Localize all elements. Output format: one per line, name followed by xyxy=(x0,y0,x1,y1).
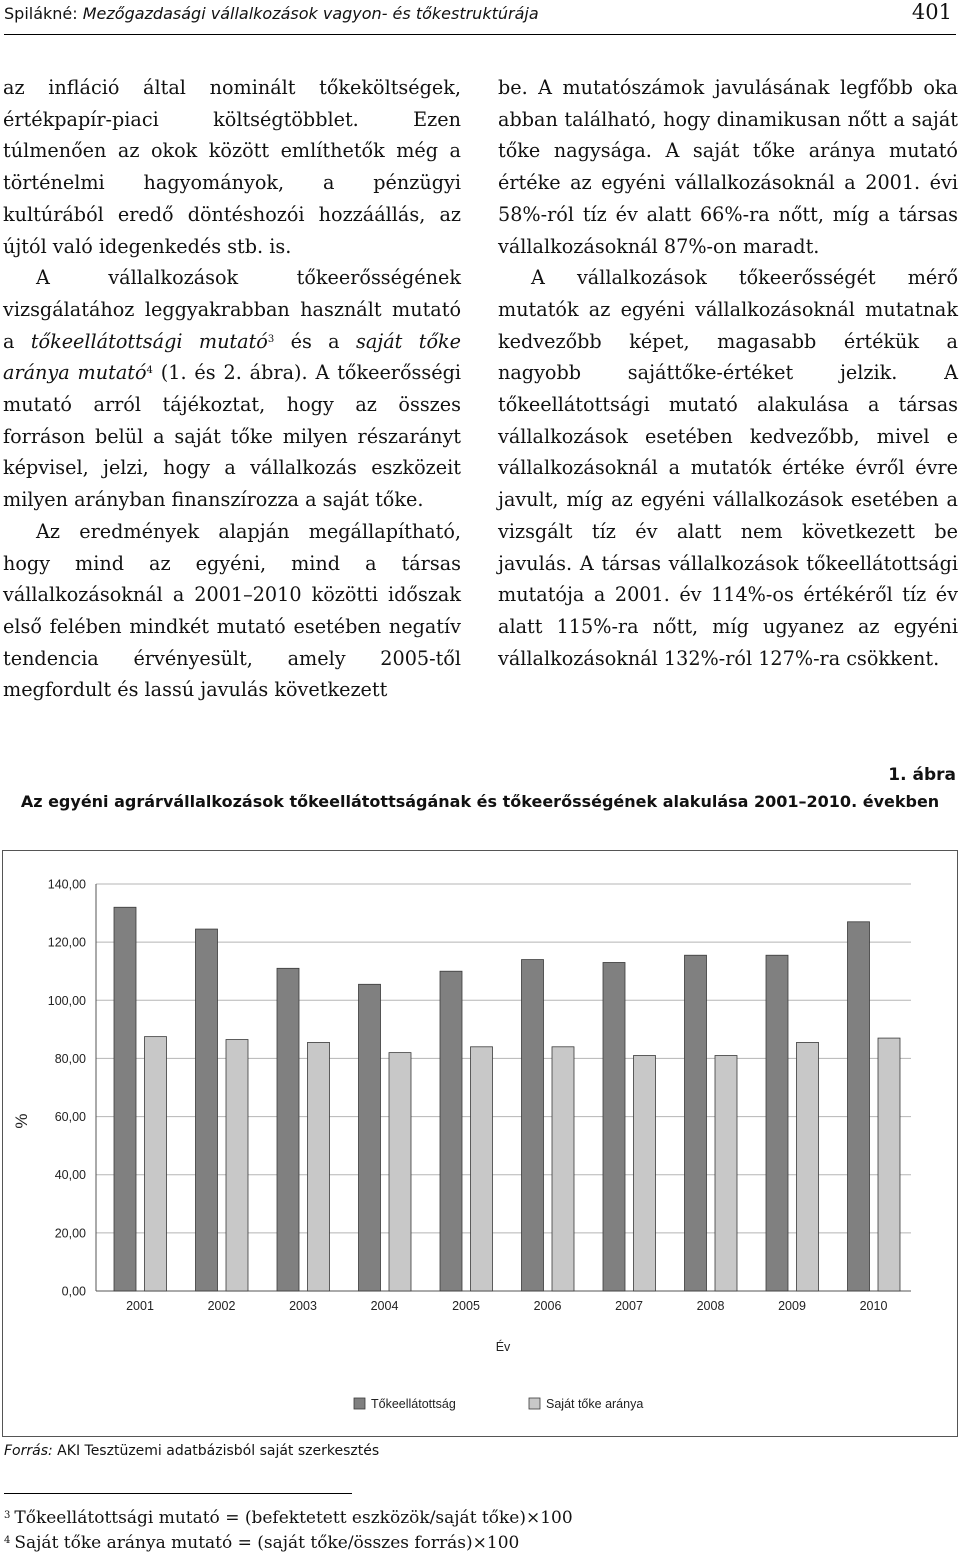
paragraph xyxy=(3,262,461,516)
bar-tokeellatottsag xyxy=(196,929,218,1291)
figure-number: 1. ábra xyxy=(888,765,956,785)
y-tick-label: 40,00 xyxy=(54,1168,86,1183)
x-tick-label: 2007 xyxy=(615,1299,643,1313)
footnote xyxy=(4,1508,573,1528)
bar-tokeellatottsag xyxy=(440,971,462,1291)
footnote-ref: 4 xyxy=(146,365,153,377)
bar-tokeellatottsag xyxy=(522,960,544,1291)
paragraph: Az eredmények alapján megállapítható, hogy mind az egyéni, mind a társas vállalkozásoknál a 2001–2010 közötti időszak első felében mindkét mutató esetében negatív tendencia érvényesült, amely 2005-től megfordult és lassú javulás következett xyxy=(3,519,461,702)
text-run: A vállalkozások tőkeerősségének vizsgálatához leggyakrabban használt mutató a xyxy=(3,266,461,353)
term-italic: tőkeellátottsági mutató xyxy=(30,329,268,353)
text-run: és a xyxy=(274,329,356,353)
figure-title: Az egyéni agrárvállalkozások tőkeellátottságának és tőkeerősségének alakulása 2001–2010. években xyxy=(20,792,940,811)
x-tick-label: 2009 xyxy=(778,1299,806,1313)
legend-swatch xyxy=(529,1398,540,1409)
bar-sajat-toke-aranya xyxy=(471,1047,493,1291)
bar-tokeellatottsag xyxy=(685,955,707,1291)
chart-frame xyxy=(2,850,958,1437)
x-tick-label: 2002 xyxy=(207,1299,236,1313)
bar-tokeellatottsag xyxy=(277,968,299,1291)
bar-chart xyxy=(3,851,957,1436)
paragraph: A vállalkozások tőkeerősségét mérő mutatók az egyéni vállalkozásoknál mutatnak kedvezőbb képet, magasabb értékük a nagyobb sajáttőke-értéket jelzik. A tőkeellátottsági mutató alakulása a társas vállalkozások esetében kedvezőbb, mivel e vállalkozásoknál a mutatók értéke évről évre javult, míg az egyéni vállalkozások esetében a vizsgált tíz év alatt nem következett be javulás. A társas vállalkozások tőkeellátottsági mutatója a 2001. év 114%-os értékéről tíz év alatt 115%-ra nőtt, míg ugyanez az egyéni vállalkozásoknál 132%-ról 127%-ra csökkent. xyxy=(498,266,958,670)
running-title-author: Spilákné: xyxy=(4,4,83,23)
bar-tokeellatottsag xyxy=(848,922,870,1291)
x-tick-label: 2005 xyxy=(452,1299,480,1313)
y-tick-label: 0,00 xyxy=(61,1284,86,1299)
x-axis-title: Év xyxy=(495,1340,511,1354)
y-tick-label: 60,00 xyxy=(54,1110,86,1125)
bar-tokeellatottsag xyxy=(114,907,136,1291)
bar-sajat-toke-aranya xyxy=(552,1047,574,1291)
running-title xyxy=(4,4,539,23)
bar-tokeellatottsag xyxy=(359,984,381,1291)
x-tick-label: 2003 xyxy=(289,1299,317,1313)
x-tick-label: 2010 xyxy=(859,1299,888,1313)
term-italic: saját tőke aránya mutató xyxy=(3,329,461,385)
footnote xyxy=(4,1533,519,1553)
footnote-mark: 4 xyxy=(4,1535,11,1546)
y-axis-title: % xyxy=(12,1113,31,1129)
paragraph: az infláció által nominált tőkeköltségek, értékpapír-piaci költségtöbblet. Ezen túlmenően az okok között említhetők még a történelmi hagyományok, a pénzügyi kultúrából eredő döntéshozói hozzáállás, az újtól való idegenkedés stb. is. xyxy=(3,76,461,258)
running-header xyxy=(4,0,956,35)
source-label: Forrás: xyxy=(4,1443,53,1459)
footnote-mark: 3 xyxy=(4,1510,11,1521)
bar-sajat-toke-aranya xyxy=(226,1040,248,1291)
y-tick-label: 140,00 xyxy=(47,877,86,892)
legend-label: Saját tőke aránya xyxy=(546,1397,644,1411)
bar-sajat-toke-aranya xyxy=(634,1056,656,1291)
left-column xyxy=(3,72,461,706)
bar-sajat-toke-aranya xyxy=(308,1042,330,1291)
y-tick-label: 120,00 xyxy=(47,935,86,950)
bar-tokeellatottsag xyxy=(766,955,788,1291)
right-column xyxy=(498,72,958,674)
x-tick-label: 2008 xyxy=(696,1299,725,1313)
source-text: AKI Tesztüzemi adatbázisból saját szerkesztés xyxy=(52,1443,380,1459)
figure-source xyxy=(4,1443,379,1459)
paragraph: be. A mutatószámok javulásának legfőbb oka abban található, hogy dinamikusan nőtt a saját tőke nagysága. A saját tőke aránya mutató értéke az egyéni vállalkozásoknál a 2001. évi 58%-ról tíz év alatt 66%-ra nőtt, míg a társas vállalkozásoknál 87%-on maradt. xyxy=(498,76,958,258)
bar-sajat-toke-aranya xyxy=(878,1038,900,1291)
bar-sajat-toke-aranya xyxy=(145,1037,167,1291)
legend-label: Tőkeellátottság xyxy=(371,1397,456,1411)
x-tick-label: 2001 xyxy=(126,1299,154,1313)
footnote-text: Saját tőke aránya mutató = (saját tőke/összes forrás)×100 xyxy=(14,1533,520,1553)
bar-sajat-toke-aranya xyxy=(797,1042,819,1291)
bar-sajat-toke-aranya xyxy=(389,1053,411,1291)
legend-swatch xyxy=(354,1398,365,1409)
running-title-text: Mezőgazdasági vállalkozások vagyon- és tőkestruktúrája xyxy=(82,4,539,23)
text-run: (1. és 2. ábra). A tőkeerősségi mutató arról tájékoztat, hogy az összes forráson belül a saját tőke milyen részarányt képvisel, jelzi, hogy a vállalkozás eszközeit milyen arányban finanszírozza a saját tőke. xyxy=(3,361,461,512)
x-tick-label: 2006 xyxy=(533,1299,562,1313)
bar-sajat-toke-aranya xyxy=(715,1056,737,1291)
bar-tokeellatottsag xyxy=(603,962,625,1291)
y-tick-label: 20,00 xyxy=(54,1226,86,1241)
page-number: 401 xyxy=(911,0,952,24)
x-tick-label: 2004 xyxy=(370,1299,399,1313)
footnote-ref: 3 xyxy=(267,333,275,345)
y-tick-label: 80,00 xyxy=(54,1051,86,1066)
y-tick-label: 100,00 xyxy=(47,993,86,1008)
footnote-text: Tőkeellátottsági mutató = (befektetett eszközök/saját tőke)×100 xyxy=(14,1508,573,1528)
footnote-rule xyxy=(4,1493,352,1494)
